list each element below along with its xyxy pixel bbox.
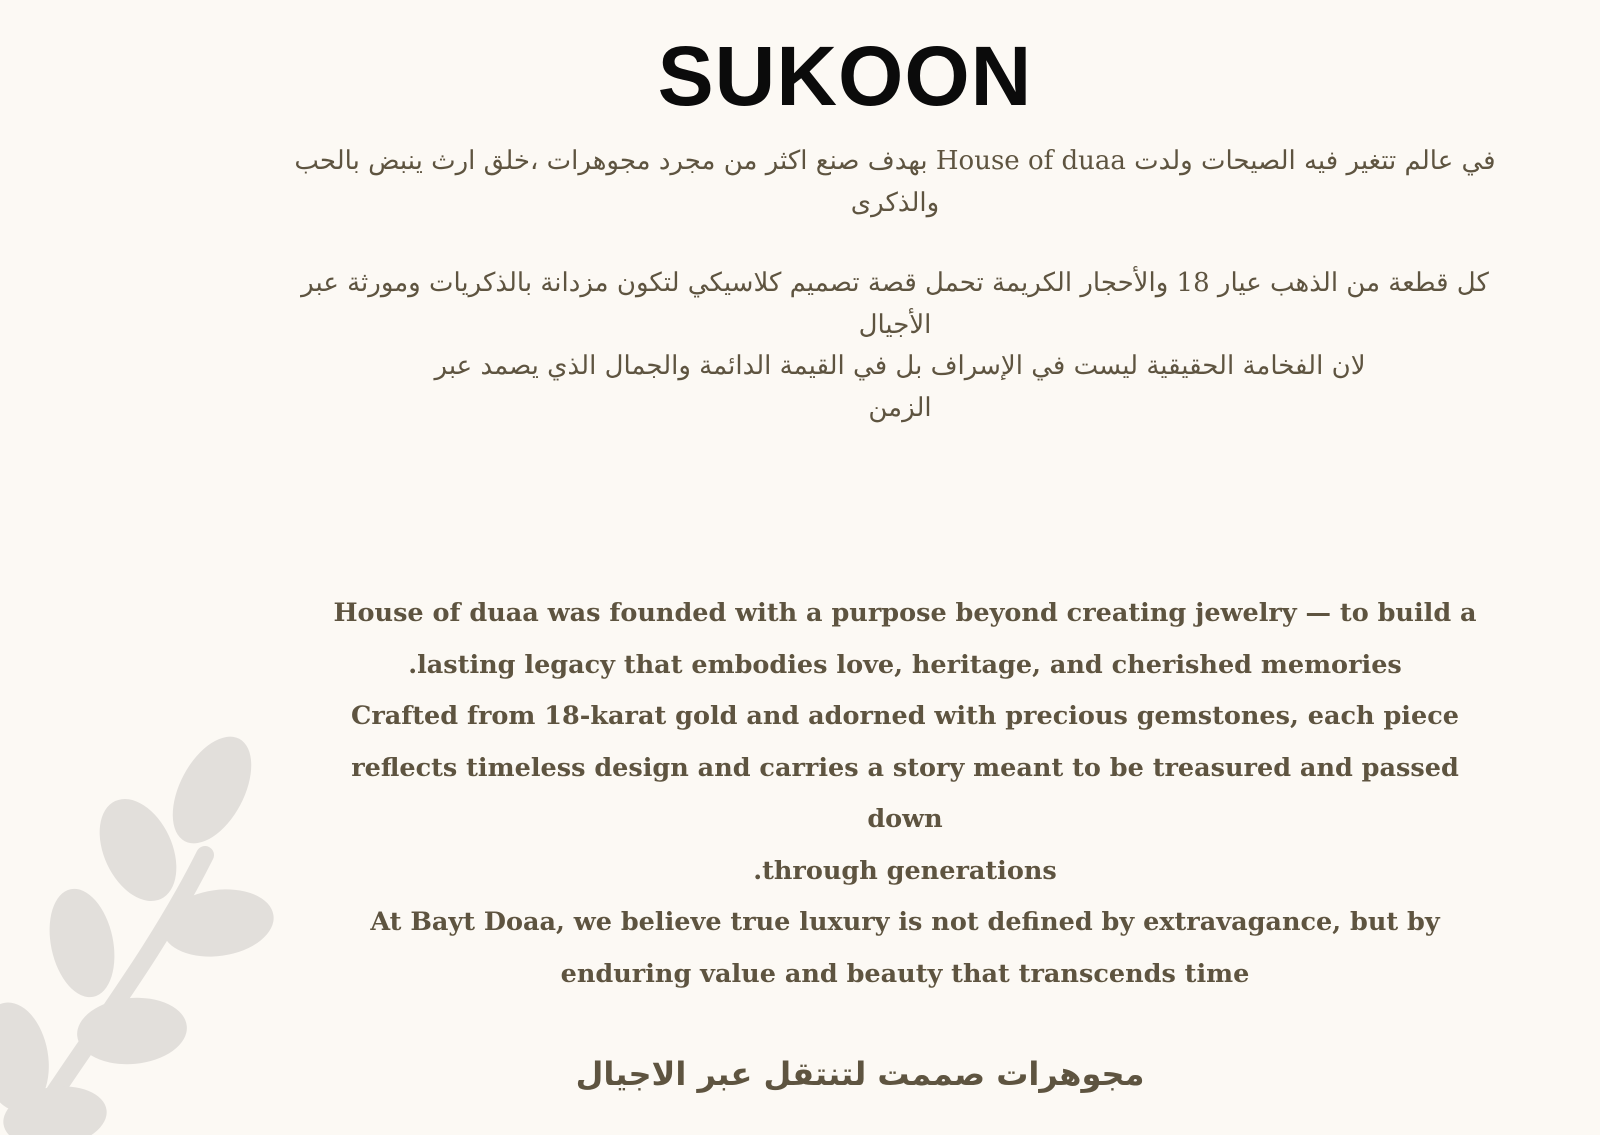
english-line: .through generations [753,855,1057,886]
english-line: House of duaa was founded with a purpose beyond creating jewelry — to build a [333,598,1477,628]
leaf-branch-icon [0,735,290,1135]
arabic-paragraph-craft: كل قطعة من الذهب عيار 18 والأحجار الكريمة تحمل قصة تصميم كلاسيكي لتكون مزدانة بالذكريات ومورثة عبر الأجيال [301,268,1489,340]
arabic-paragraph-luxury: لان الفخامة الحقيقية ليست في الإسراف بل في القيمة الدائمة والجمال الذي يصمد عبر الزمن [434,351,1366,423]
english-description [315,588,1495,1000]
english-line: Crafted from 18-karat gold and adorned with precious gemstones, each piece [351,701,1459,731]
arabic-tagline: مجوهرات صممت لتنتقل عبر الاجيال [575,1055,1145,1093]
brand-title: SUKOON [657,29,1033,123]
english-line: reflects timeless design and carries a story meant to be treasured and passed down [351,752,1459,834]
english-line: enduring value and beauty that transcends time [560,958,1250,989]
english-line: .lasting legacy that embodies love, heritage, and cherished memories [408,649,1402,680]
arabic-paragraph-intro: في عالم تتغير فيه الصيحات ولدت House of duaa بهدف صنع اكثر من مجرد مجوهرات ،خلق ارث ينبض بالحب والذكرى [294,146,1496,218]
english-line: At Bayt Doaa, we believe true luxury is not defined by extravagance, but by [370,907,1440,937]
